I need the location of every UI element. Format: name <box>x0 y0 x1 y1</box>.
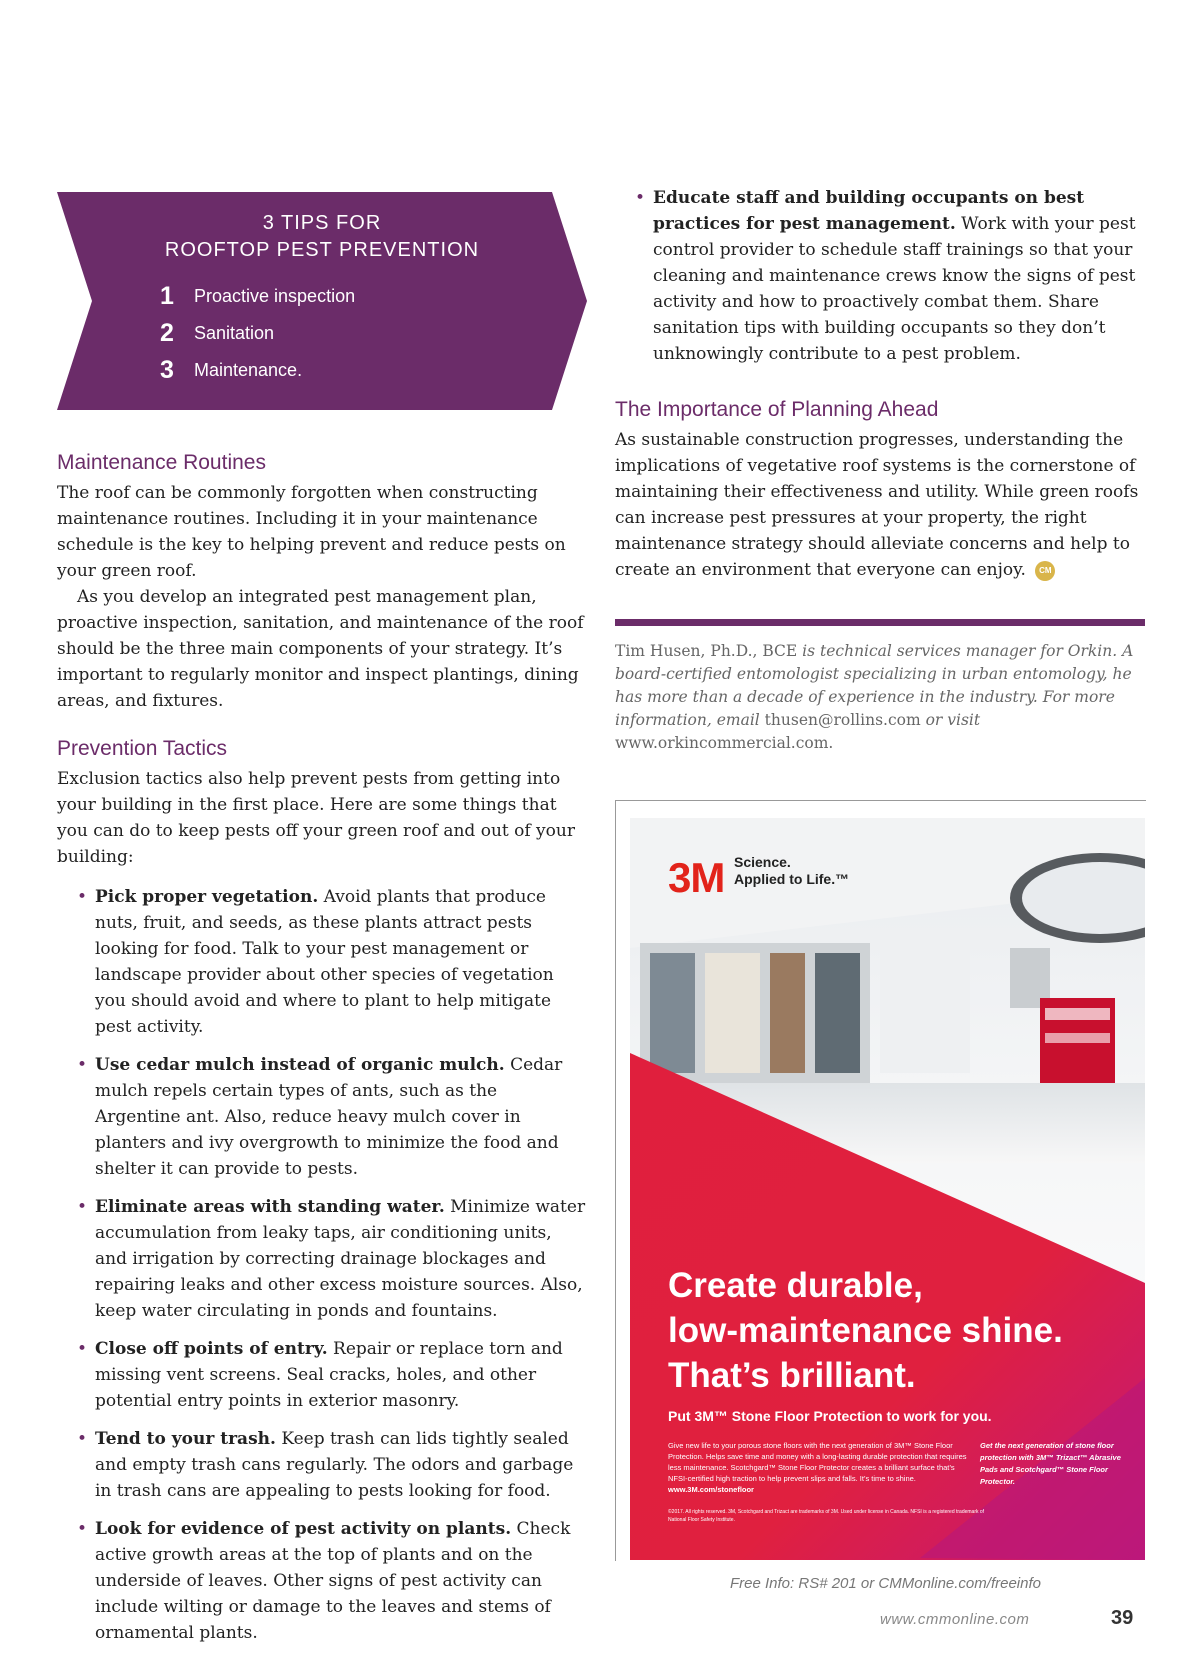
bullet-item <box>95 1516 587 1646</box>
ad-headline-line3: That’s brilliant. <box>668 1356 916 1395</box>
author-bio <box>615 640 1145 755</box>
ad-body-text: Give new life to your porous stone floors with the next generation of 3M™ Stone Floor Protection. Helps save time and money with a long-lasting durable protection that requires less maintenance. Scotchgard™ Stone Floor Protector creates a brilliant surface that’s NFSI-certified high traction to help prevent slips and falls. It’s time to shine. <box>668 1441 967 1483</box>
tip-number: 1 <box>160 282 174 310</box>
maintenance-heading: Maintenance Routines <box>57 451 266 474</box>
advertisement[interactable] <box>630 818 1145 1560</box>
site-url[interactable]: www.cmmonline.com <box>880 1611 1030 1628</box>
bio-text-2: or visit <box>920 711 981 729</box>
bullet-lead: Look for evidence of pest activity on plants. <box>95 1519 512 1539</box>
planning-heading: The Importance of Planning Ahead <box>615 398 939 421</box>
bullet-item <box>95 1426 587 1504</box>
left-column <box>57 192 587 1658</box>
bio-text-1: is technical services manager for Orkin. A board-certified entomologist specializing in urban entomology, he has more than a decade of experience in the industry. For more information, email <box>615 642 1134 729</box>
tips-banner <box>57 192 587 410</box>
bullet-lead: Pick proper vegetation. <box>95 887 319 907</box>
tip-item <box>160 315 355 352</box>
tips-list <box>160 278 355 389</box>
bullet-item <box>95 884 587 1040</box>
bullet-item <box>95 1052 587 1182</box>
3m-logo: 3M <box>668 854 725 901</box>
end-mark-icon: CM <box>1035 561 1055 581</box>
tip-number: 2 <box>160 319 174 347</box>
bullet-lead: Close off points of entry. <box>95 1339 328 1359</box>
tips-title-line1: 3 TIPS FOR <box>262 212 382 234</box>
tip-label: Proactive inspection <box>194 286 356 306</box>
author-name: Tim Husen, Ph.D., BCE <box>615 642 798 660</box>
tip-number: 3 <box>160 356 174 384</box>
tips-title <box>57 210 587 264</box>
bullet-item <box>95 1336 587 1414</box>
bullet-lead: Eliminate areas with standing water. <box>95 1197 445 1217</box>
bullet-lead: Educate staff and building occupants on best practices for pest management. <box>653 188 1085 234</box>
bullet-text: Cedar mulch repels certain types of ants, such as the Argentine ant. Also, reduce heavy mulch cover in planters and ivy overgrowth to minimize the food and shelter it can provide to pests. <box>95 1055 563 1179</box>
maintenance-paragraph-2: As you develop an integrated pest management plan, proactive inspection, sanitation, and maintenance of the roof should be the three main components of your strategy. It’s important to regularly monitor and inspect plantings, dining areas, and fixtures. <box>57 587 584 711</box>
tip-item <box>160 352 355 389</box>
tip-label: Sanitation <box>194 323 275 343</box>
bullet-text: Work with your pest control provider to schedule staff trainings so that your cleaning and maintenance crews know the signs of pest activity and how to proactively combat them. Share sanitation tips with building occupants so they don’t unknowingly contribute to a pest problem. <box>653 214 1136 364</box>
ad-headline <box>668 1263 1128 1398</box>
ad-tagline-line2: Applied to Life.™ <box>734 871 850 887</box>
planning-text: As sustainable construction progresses, understanding the implications of vegetative roof systems is the cornerstone of maintaining their effectiveness and utility. While green roofs can increase pest pressures at your property, the right maintenance strategy should alleviate concerns and help to create an environment that everyone can enjoy. <box>615 430 1139 580</box>
ad-body-url[interactable]: www.3M.com/stonefloor <box>668 1485 754 1494</box>
ad-legal: ©2017. All rights reserved. 3M, Scotchgard and Trizact are trademarks of 3M. Used under license in Canada. NFSI is a registered trademark of National Floor Safety Institute. <box>668 1509 985 1523</box>
author-email[interactable]: thusen@rollins.com <box>764 711 921 729</box>
free-info: Free Info: RS# 201 or CMMonline.com/freeinfo <box>730 1575 1041 1592</box>
ad-subhead: Put 3M™ Stone Floor Protection to work for you. <box>668 1408 992 1424</box>
bullet-item <box>653 185 1145 367</box>
bullet-text: Avoid plants that produce nuts, fruit, and seeds, as these plants attract pests looking for food. Talk to your pest management or landscape provider about other species of vegetation you should avoid and where to plant to help mitigate pest activity. <box>95 887 554 1037</box>
tip-item <box>160 278 355 315</box>
ad-headline-line2: low-maintenance shine. <box>668 1311 1063 1350</box>
bullet-item <box>95 1194 587 1324</box>
bullet-lead: Tend to your trash. <box>95 1429 276 1449</box>
prevention-bullets <box>57 884 587 1646</box>
tip-label: Maintenance. <box>194 360 303 380</box>
tips-title-line2: ROOFTOP PEST PREVENTION <box>164 239 480 261</box>
bullet-text: Repair or replace torn and missing vent screens. Seal cracks, holes, and other potential entry points in exterior masonry. <box>95 1339 563 1411</box>
bullet-text: Minimize water accumulation from leaky taps, air conditioning units, and irrigation by correcting drainage blockages and repairing leaks and other excess moisture sources. Also, keep water circulating in ponds and fountains. <box>95 1197 586 1321</box>
planning-paragraph <box>615 427 1145 583</box>
maintenance-paragraph-1: The roof can be commonly forgotten when constructing maintenance routines. Including it in your maintenance schedule is the key to helping prevent and reduce pests on your green roof. <box>57 483 566 581</box>
bullet-lead: Use cedar mulch instead of organic mulch. <box>95 1055 505 1075</box>
ad-side-note: Get the next generation of stone floor protection with 3M™ Trizact™ Abrasive Pads and Scotchgard™ Stone Floor Protector. <box>980 1441 1121 1486</box>
page-number: 39 <box>1111 1607 1134 1629</box>
author-website[interactable]: www.orkincommercial.com. <box>615 734 834 752</box>
ad-tagline <box>734 854 849 888</box>
right-bullets <box>615 185 1145 367</box>
divider-rule <box>615 619 1145 626</box>
prevention-intro: Exclusion tactics also help prevent pests from getting into your building in the first place. Here are some things that you can do to keep pests off your green roof and out of your building: <box>57 769 575 867</box>
bullet-text: Check active growth areas at the top of plants and on the underside of leaves. Other signs of pest activity can include wilting or damage to the leaves and stems of ornamental plants. <box>95 1519 571 1643</box>
bullet-text: Keep trash can lids tightly sealed and empty trash cans regularly. The odors and garbage in trash cans are appealing to pests looking for food. <box>95 1429 574 1501</box>
ad-tagline-line1: Science. <box>734 854 791 870</box>
ad-body <box>668 1440 968 1495</box>
prevention-heading: Prevention Tactics <box>57 737 228 760</box>
ad-headline-line1: Create durable, <box>668 1266 923 1305</box>
right-column <box>615 185 1145 755</box>
